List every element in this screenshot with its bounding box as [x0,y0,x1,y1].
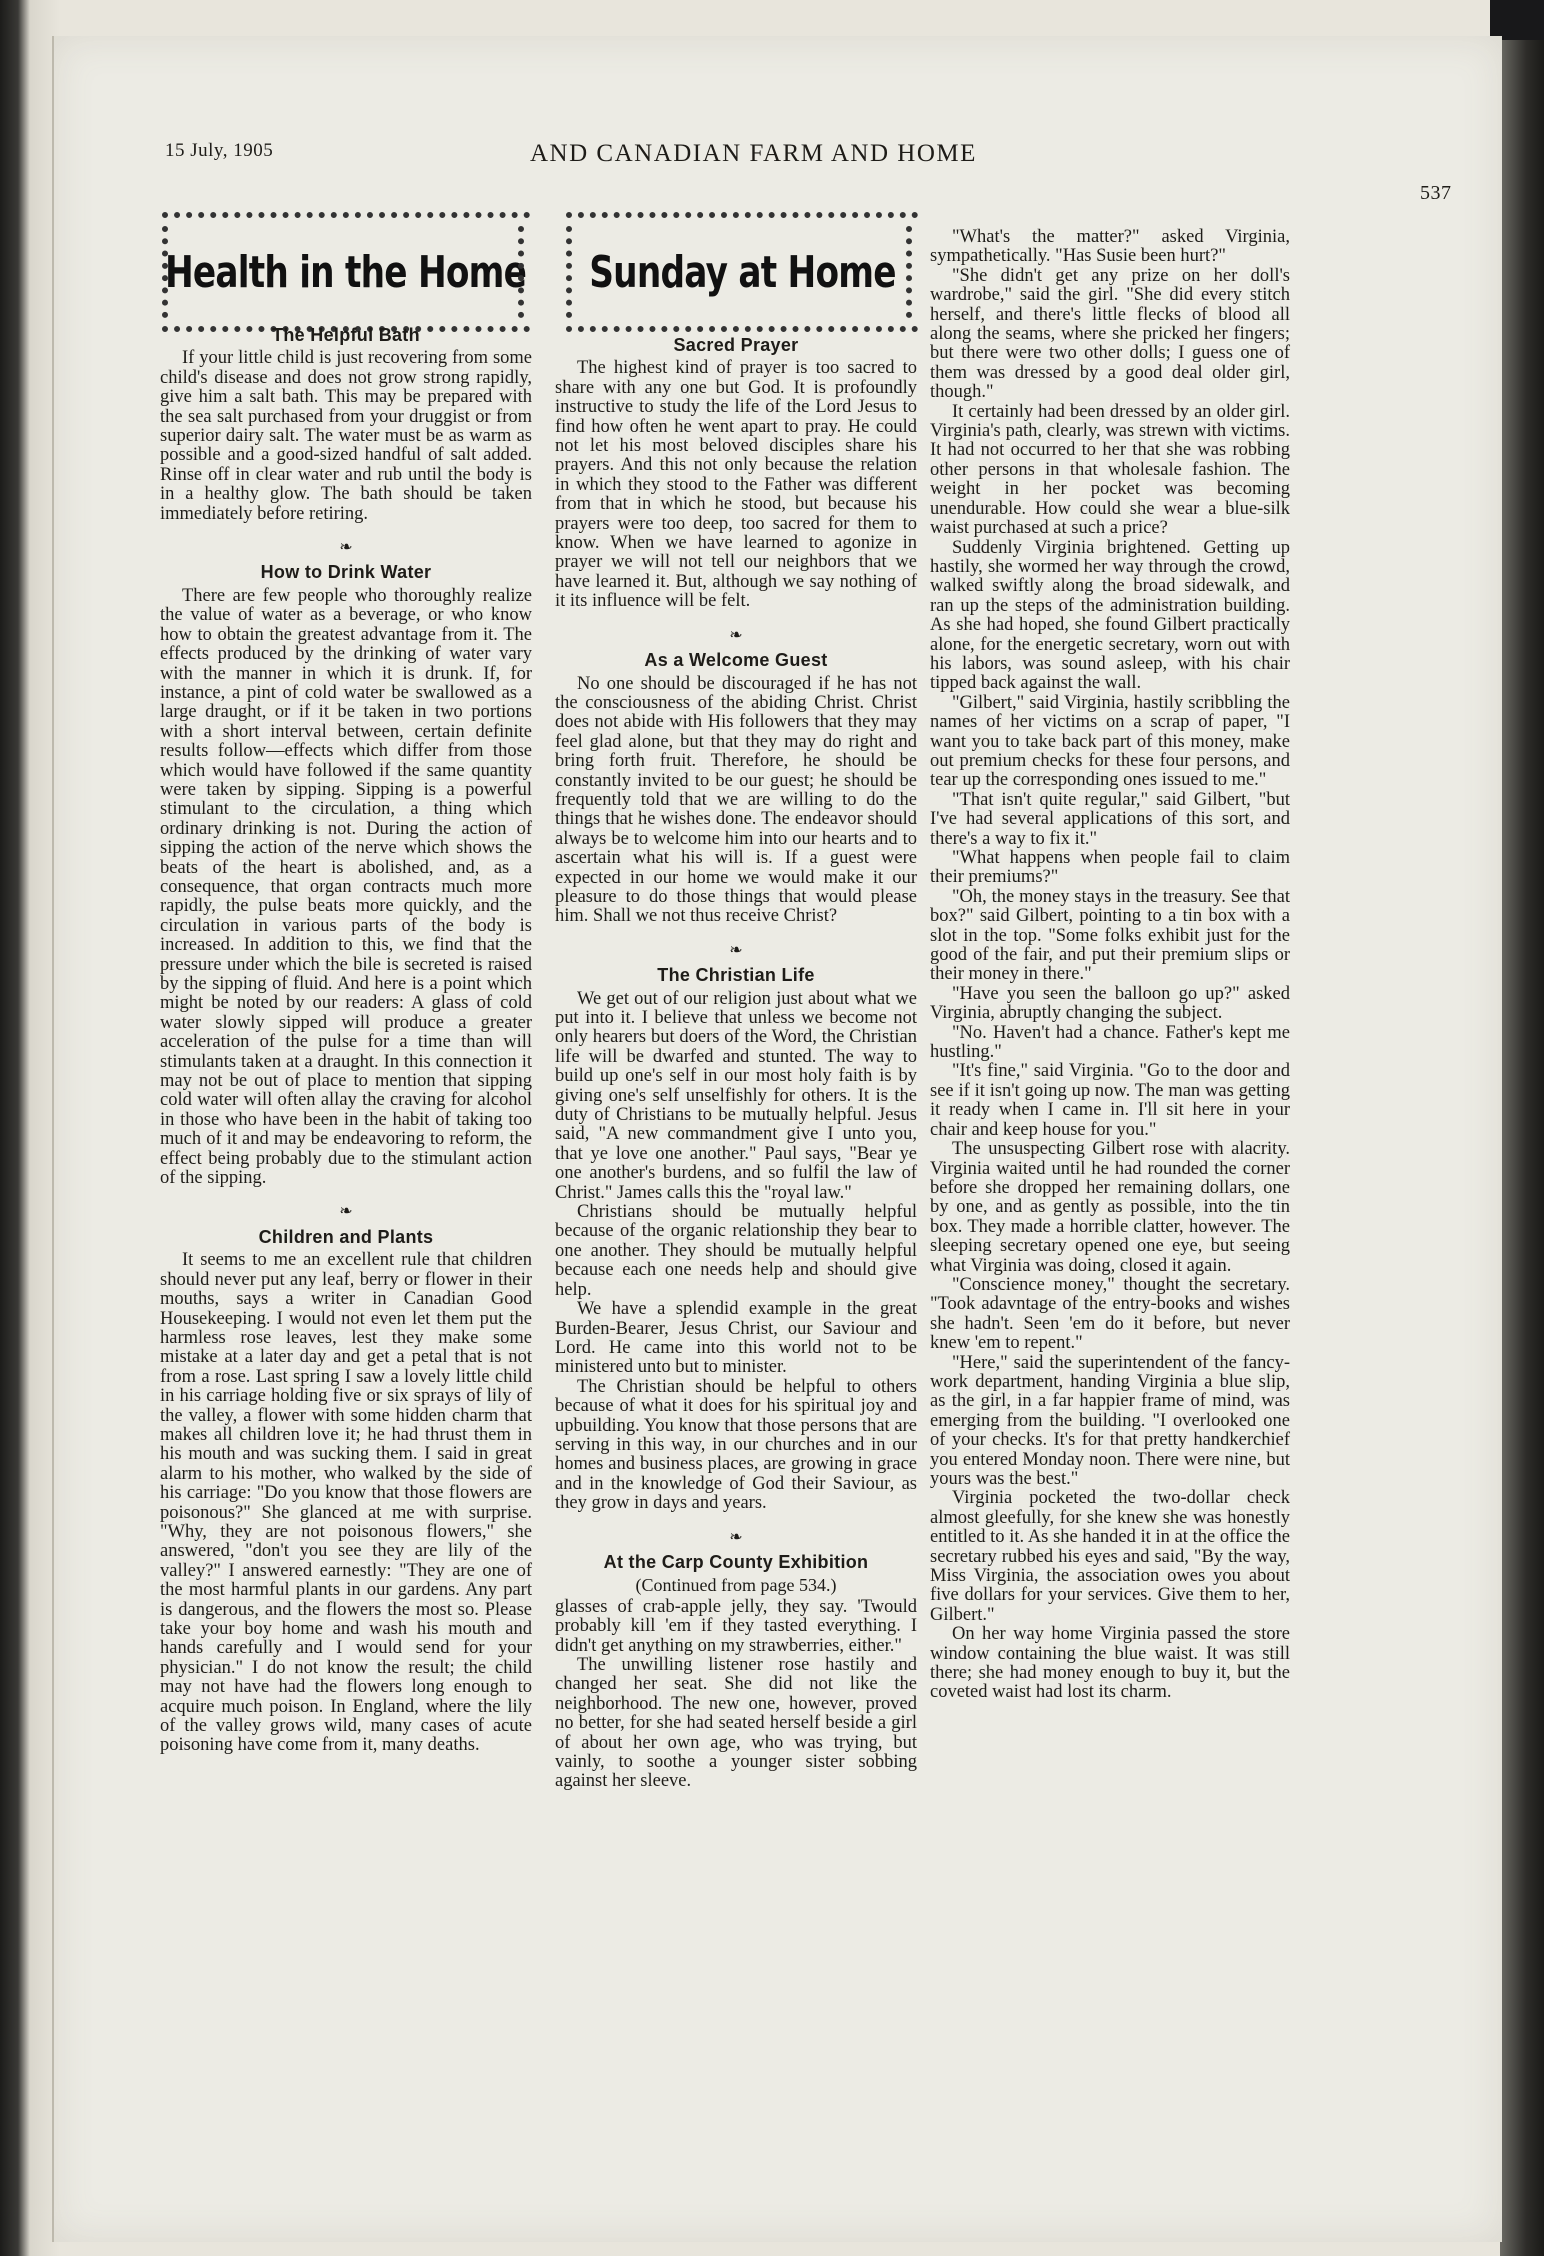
story-paragraph: "Oh, the money stays in the treasury. See that box?" said Gilbert, pointing to a tin box with a slot in the top. "Some folks exhibit just for the good of the fair, and put their premium slips or their money in there." [930,886,1290,985]
section-ornament: ❧ [729,626,743,644]
story-paragraph: "Conscience money," thought the secretary. "Took adavntage of the entry-books and wishes she hadn't. Seen 'em do it before, but never knew 'em to repent." [930,1274,1290,1354]
column-story-continued [930,228,1290,1703]
story-paragraph: "What's the matter?" asked Virginia, sympathetically. "Has Susie been hurt?" [930,227,1290,267]
article-body-welcome-guest: No one should be discouraged if he has not the consciousness of the abiding Christ. Christ does not abide with His followers that they may feel glad alone, but that they may do right and bring forth fruit. Therefore, he should be constantly invited to be our guest; he should be frequently told that we are willing to do the things that he wishes done. The endeavor should always be to welcome him into our hearts and to ascertain what his will is. If a guest were expected in our home we would make it our pleasure to do those things that would please him. Shall we not thus receive Christ? [555,673,917,927]
article-body-children-plants: It seems to me an excellent rule that children should never put any leaf, berry or flower in their mouths, says a writer in Canadian Good Housekeeping. I would not even let them put the harmless rose leaves, lest they make some mistake at a later day and get a petal that is not from a rose. Last spring I saw a lovely little child in his carriage holding five or six sprays of lily of the valley, a flower with some hidden charm that makes all children love it; he had thrust them in his mouth and was sucking them. I said in great alarm to his mother, who walked by the side of his carriage: "Do you know that those flowers are poisonous?" She glanced at me with surprise. "Why, they are not poisonous flowers," she answered, "don't you see they are lily of the valley?" I answered earnestly: "They are one of the most harmful plants in our gardens. Any part is dangerous, and the flowers the most so. Please take your boy home and wash his mouth and hands carefully and I would send for your physician." I do not know the result; the child may not have had the flowers long enough to acquire much poison. In England, where the lily of the valley grows wild, many cases of acute poisoning have come from it, many deaths. [160,1250,532,1756]
story-paragraph: It certainly had been dressed by an older girl. Virginia's path, clearly, was strewn with victims. It had not occurred to her that she was robbing other persons in that wholesale fashion. The weight in her pocket was becoming unendurable. How could she wear a blue-silk waist purchased at such a price? [930,401,1290,539]
article-body-christian-life-1: We get out of our religion just about what we put into it. I believe that unless we become not only hearers but doers of the Word, the Christian life will be dwarfed and stunted. The way to build up one's self in our most holy faith is by giving one's self unselfishly for others. It is the duty of Christians to be mutually helpful. Jesus said, "A new commandment give I unto you, that ye love one another." Paul says, "Bear ye one another's burdens, and so fulfil the law of Christ." James calls this the "royal law." [555,988,917,1203]
article-title-drink-water: How to Drink Water [260,562,432,583]
page-number: 537 [1420,182,1452,204]
story-paragraph: "It's fine," said Virginia. "Go to the door and see if it isn't going up now. The man was getting it ready when I came in. I'll sit here in your chair and keep house for you." [930,1061,1290,1140]
article-title-sacred-prayer: Sacred Prayer [673,335,799,355]
health-banner-text: Health in the Home [165,246,527,298]
story-paragraph: "What happens when people fail to claim their premiums?" [930,848,1290,888]
article-title-welcome-guest: As a Welcome Guest [644,650,828,671]
section-ornament: ❧ [339,539,353,557]
article-title-christian-life: The Christian Life [657,965,815,986]
article-body-christian-life-3: We have a splendid example in the great Burden-Bearer, Jesus Christ, our Saviour and Lord. He came into this world not to be ministered unto but to minister. [555,1299,917,1378]
book-edge [1500,40,1544,2256]
story-paragraph: "Here," said the superintendent of the fancy-work department, handing Virginia a blue slip, as the girl, in a far happier frame of mind, was emerging from the building. "I overlooked one of your checks. It's for that pretty handkerchief you entered Monday noon. There were nine, but yours was the best." [930,1352,1290,1489]
story-paragraph: On her way home Virginia passed the store window containing the blue waist. It was still there; she had money enough to buy it, but the coveted waist had lost its charm. [930,1624,1290,1703]
continued-note: (Continued from page 534.) [635,1575,837,1596]
story-paragraph: "No. Haven't had a chance. Father's kept me hustling." [930,1022,1290,1063]
story-paragraph: "She didn't get any prize on her doll's wardrobe," said the girl. "She did every stitch herself, and there's little flecks of blood all along the seams, where she pricked her fingers; but there were two other dolls; I guess one of them was dressed by a good deal older girl, though." [930,265,1290,403]
article-title-helpful-bath: The Helpful Bath [272,325,420,345]
publication-title: AND CANADIAN FARM AND HOME [530,140,977,167]
story-paragraph: Virginia pocketed the two-dollar check almost gleefully, for she knew she was honestly entitled to it. As she handed it in at the office the secretary rubbed his eyes and said, "By the way, Miss Virginia, the association owes you about five dollars for your services. Give them to her, Gilbert." [930,1488,1290,1625]
article-title-carp-exhibition: At the Carp County Exhibition [603,1551,869,1572]
section-ornament: ❧ [729,1528,743,1546]
sunday-banner-text: Sunday at Home [588,246,896,298]
story-paragraph: "Have you seen the balloon go up?" asked Virginia, abruptly changing the subject. [930,983,1290,1024]
section-ornament: ❧ [339,1203,353,1221]
story-paragraph: "That isn't quite regular," said Gilbert, "but I've had several applications of this sort, and there's a way to fix it." [930,789,1290,849]
article-body-christian-life-2: Christians should be mutually helpful because of the organic relationship they bear to one another. They should be mutually helpful because each one needs help and should give help. [555,1202,917,1300]
article-body-helpful-bath: If your little child is just recovering from some child's disease and does not grow strong rapidly, give him a salt bath. This may be prepared with the sea salt purchased from your druggist or from superior dairy salt. The water must be as warm as possible and a good-sized handful of salt added. Rinse off in clear water and rub until the body is in a healthy glow. The bath should be taken immediately before retiring. [160,348,532,524]
story-body-1: glasses of crab-apple jelly, they say. 'Twould probably kill 'em if they tasted everything. I didn't get anything on my strawberries, either." [555,1596,917,1656]
story-paragraph: Suddenly Virginia brightened. Getting up hastily, she wormed her way through the crowd, walked swiftly along the broad sidewalk, and ran up the steps of the administration building. As she had hoped, she found Gilbert practically alone, for the energetic secretary, worn out with his labors, was sound asleep, with his chair tipped back against the wall. [930,537,1290,694]
health-in-the-home-banner [162,212,530,332]
section-ornament: ❧ [729,941,743,959]
article-body-christian-life-4: The Christian should be helpful to others because of what it does for his spiritual joy and upbuilding. You know that those persons that are serving in this way, in our churches and in our homes and business places, are growing in grace and in the knowledge of God their Saviour, as they grow in days and years. [555,1376,917,1514]
column-sunday [555,330,917,1792]
article-title-children-plants: Children and Plants [258,1226,434,1247]
story-paragraph: The unsuspecting Gilbert rose with alacrity. Virginia waited until he had rounded the corner before she dropped her remaining dollars, one by one, and as gently as possible, into the tin box. They made a horrible clatter, however. The sleeping secretary opened one eye, but seeing what Virginia was doing, closed it again. [930,1139,1290,1276]
article-body-sacred-prayer: The highest kind of prayer is too sacred to share with any one but God. It is profoundly instructive to study the life of the Lord Jesus to find how often he went apart to pray. He could not let his most beloved disciples share his prayers. And this not only because the relation in which they stood to the Father was different from that in which he stood, but because his prayers were too deep, too sacred for them to know. When we have learned to agonize in prayer we will not tell our neighbors that we have learned it. But, although we say nothing of it its influence will be felt. [555,358,917,612]
story-paragraph: "Gilbert," said Virginia, hastily scribbling the names of her victims on a scrap of paper, "I want you to take back part of this money, make out premium checks for these four persons, and tear up the corresponding ones issued to me." [930,692,1290,791]
issue-date: 15 July, 1905 [165,140,274,161]
column-health [160,320,532,1756]
article-body-drink-water: There are few people who thoroughly realize the value of water as a beverage, or who know how to obtain the greatest advantage from it. The effects produced by the drinking of water vary with the manner in which it is drunk. If, for instance, a pint of cold water be swallowed as a large draught, or if it be taken in two portions with a short interval between, certain definite results follow—effects which differ from those which would have followed if the same quantity were taken by sipping. Sipping is a powerful stimulant to the circulation, a thing which ordinary drinking is not. During the action of sipping the action of the nerve which shows the beats of the heart is abolished, and, as a consequence, that organ contracts much more rapidly, the pulse beats more quickly, and the circulation in various parts of the body is increased. In addition to this, we find that the pressure under which the bile is secreted is raised by the sipping of fluid. And here is a point which might be noted by our readers: A glass of cold water slowly sipped will produce a greater acceleration of the pulse for a time than will stimulants taken at a draught. In this connection it may not be out of place to mention that sipping cold water will often allay the craving for alcohol in those who have been in the habit of taking too much of it and may be endeavoring to reform, the effect being probably due to the stimulant action of the sipping. [160,585,532,1189]
story-body-2: The unwilling listener rose hastily and changed her seat. She did not like the neighborhood. The new one, however, proved no better, for she had seated herself beside a girl of about her own age, who was trying, but vainly, to soothe a younger sister sobbing against her sleeve. [555,1655,917,1792]
sunday-at-home-banner [566,212,918,332]
